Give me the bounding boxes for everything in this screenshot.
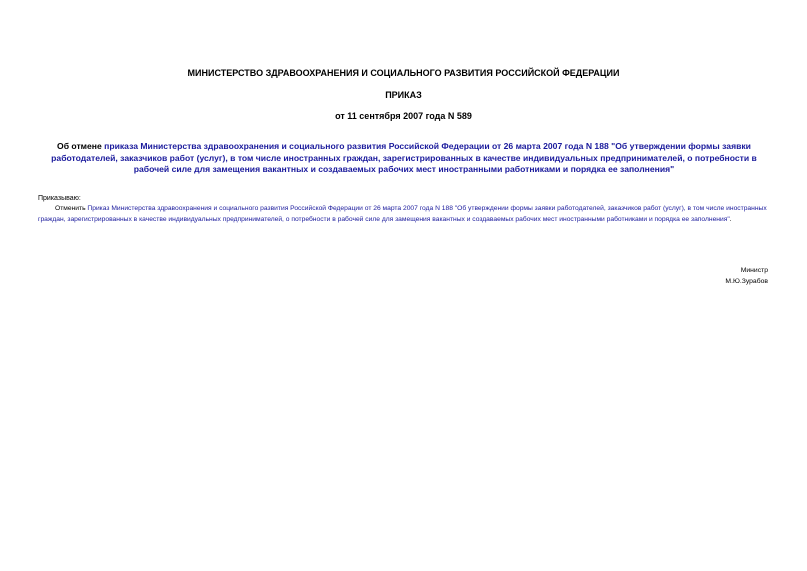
order-paragraph bbox=[38, 204, 770, 225]
document-type: ПРИКАЗ bbox=[385, 90, 422, 100]
body-referenced-order-link[interactable]: Приказ Министерства здравоохранения и социального развития Российской Федерации от 26 марта 2007 года N 188 "Об утверждении формы заявки работодателей, заказчиков работ (услуг), в том числе иностранных граждан, зарегистрированных в качестве индивидуальных предпринимателей, о потребности в рабочей силе для замещения вакантных и создаваемых рабочих мест иностранными работниками и порядка ее заполнения" bbox=[38, 205, 767, 223]
cancel-word: Отменить bbox=[55, 205, 88, 212]
document-subject bbox=[38, 141, 770, 176]
subject-referenced-order-link[interactable]: приказа Министерства здравоохранения и социального развития Российской Федерации от 26 марта 2007 года N 188 "Об утверждении формы заявки работодателей, заказчиков работ (услуг), в том числе иностранных граждан, зарегистрированных в качестве индивидуальных предпринимателей, о потребности в рабочей силе для замещения вакантных и создаваемых рабочих мест иностранными работниками и порядка ее заполнения" bbox=[51, 141, 757, 174]
signatory-name: М.Ю.Зурабов bbox=[725, 277, 768, 285]
subject-prefix: Об отмене bbox=[57, 141, 105, 151]
signatory-position: Министр bbox=[740, 267, 768, 274]
document-date: от 11 сентября 2007 года N 589 bbox=[335, 111, 472, 121]
ministry-name: МИНИСТЕРСТВО ЗДРАВООХРАНЕНИЯ И СОЦИАЛЬНОГО РАЗВИТИЯ РОССИЙСКОЙ ФЕДЕРАЦИИ bbox=[187, 68, 620, 78]
order-label: Приказываю: bbox=[38, 195, 81, 202]
signature-block bbox=[725, 266, 768, 287]
paragraph-end: . bbox=[729, 215, 732, 223]
